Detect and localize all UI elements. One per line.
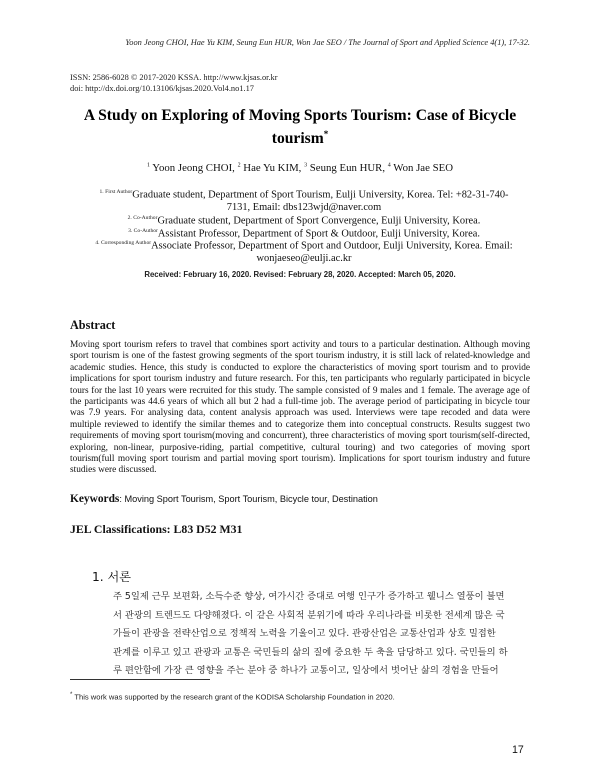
issn-block bbox=[70, 72, 278, 94]
footnote-text: This work was supported by the research grant of the KODISA Scholarship Foundation in 2020. bbox=[74, 692, 395, 702]
running-head: Yoon Jeong CHOI, Hae Yu KIM, Seung Eun HUR, Won Jae SEO / The Journal of Sport and Applied Science 4(1), 17-32. bbox=[125, 38, 530, 47]
abstract-text: Moving sport tourism refers to travel that combines sport activity and tours to a particular destination. Although moving sport tourism is one of the fastest growing segments of the sport tourism industry, it is still lack of related-knowledge and academic studies. Hence, this study is conducted to explore the characteristics of moving sport tourism and to provide implications for sport tourism industry and future research. For this, ten participants who regularly participated in bicycle tours for the last 10 years were recruited for this study. The sample consisted of 9 males and 1 female. The average age of the participants was 44.6 years of which all but 2 had a full-time job. The average period of participating in bicycle tour was 7.9 years. For analysing data, content analysis approach was used. Interviews were tape recoded and data were multiple reviewed to identify the similar themes and to categorize them into conceptual constructs. Results suggest two requirements of moving sport tourism(moving and concurrent), three characteristics of moving sport tourism(self-directed, exploring, non-linear, purposive-riding, partial competitive, cultural touring) and two categories of moving sport tourism(full moving sport tourism and partial moving sport tourism). Implications for sport tourism industry and future studies were discussed. bbox=[70, 340, 530, 476]
author-name: Hae Yu KIM, bbox=[243, 162, 302, 174]
affiliation-tag: 1. First Author bbox=[99, 189, 133, 195]
issn-line: ISSN: 2586-6028 © 2017-2020 KSSA. http://www.kjsas.or.kr bbox=[70, 73, 278, 82]
author-name: Seung Eun HUR, bbox=[309, 162, 386, 174]
keywords-line bbox=[70, 493, 378, 505]
affiliation-tag: 3. Co-Author bbox=[128, 228, 158, 234]
paper-title-text: A Study on Exploring of Moving Sports Tourism: Case of Bicycle tourism bbox=[83, 107, 517, 148]
author-name: Won Jae SEO bbox=[393, 162, 453, 174]
affiliation-tag: 4. Corresponding Author bbox=[95, 240, 152, 246]
affiliation-text-cont: wonjaeseo@eulji.ac.kr bbox=[256, 253, 352, 265]
paper-title bbox=[70, 106, 530, 148]
footnote-mark: * bbox=[70, 692, 73, 698]
keywords-label: Keywords bbox=[70, 493, 120, 505]
affiliation-text: Graduate student, Department of Sport Convergence, Eulji University, Korea. bbox=[157, 215, 481, 227]
introduction-body bbox=[113, 588, 530, 681]
affiliation-text: Graduate student, Department of Sport Tourism, Eulji University, Korea. Tel: +82-31-740- bbox=[132, 189, 509, 201]
body-line: 주 5일제 근무 보편화, 소득수준 향상, 여가시간 증대로 여행 인구가 증가하고 웰니스 열풍이 불면 bbox=[113, 591, 505, 602]
affiliation-tag: 2. Co-Author bbox=[127, 215, 158, 221]
author-number: 3 bbox=[304, 162, 308, 169]
affiliation-corresponding-author bbox=[74, 237, 534, 266]
affiliation-text: Assistant Professor, Department of Sport & Outdoor, Eulji University, Korea. bbox=[157, 228, 480, 240]
footnote bbox=[70, 692, 395, 702]
body-line: 서 관광의 트렌드도 다양해졌다. 이 같은 사회적 분위기에 따라 우리나라를 비롯한 전세계 많은 국 bbox=[113, 609, 505, 621]
affiliation-text: Associate Professor, Department of Sport and Outdoor, Eulji University, Korea. Email: bbox=[151, 240, 513, 252]
doi-line: doi: http://dx.doi.org/10.13106/kjsas.2020.Vol4.no1.17 bbox=[70, 84, 254, 93]
author-name: Yoon Jeong CHOI, bbox=[152, 162, 235, 174]
keywords-text: : Moving Sport Tourism, Sport Tourism, Bicycle tour, Destination bbox=[119, 494, 378, 504]
jel-classifications: JEL Classifications: L83 D52 M31 bbox=[70, 522, 243, 536]
author-number: 1 bbox=[146, 162, 150, 169]
body-line: 가들이 관광을 전략산업으로 정책적 노력을 기울이고 있다. 관광산업은 교통산업과 상호 밀접한 bbox=[113, 628, 496, 640]
section-heading-introduction: 1. 서론 bbox=[92, 570, 132, 584]
title-footnote-mark: * bbox=[323, 129, 329, 139]
abstract-heading: Abstract bbox=[70, 318, 116, 332]
body-line: 루 편안함에 가장 큰 영향을 주는 분야 중 하나가 교통이고, 일상에서 벗어난 삶의 경험을 만들어 bbox=[113, 665, 499, 677]
footnote-divider bbox=[70, 679, 210, 680]
affiliation-first-author bbox=[78, 186, 530, 215]
author-number: 4 bbox=[387, 162, 391, 169]
received-dates: Received: February 16, 2020. Revised: February 28, 2020. Accepted: March 05, 2020. bbox=[144, 270, 456, 279]
body-line: 관계를 이루고 있고 관광과 교통은 국민들의 삶의 질에 중요한 두 축을 담당하고 있다. 국민들의 하 bbox=[113, 646, 508, 658]
affiliation-text-cont: 7131, Email: dbs123wjd@naver.com bbox=[226, 202, 382, 214]
author-number: 2 bbox=[237, 162, 241, 169]
author-list bbox=[70, 162, 530, 174]
page-number: 17 bbox=[512, 744, 524, 756]
